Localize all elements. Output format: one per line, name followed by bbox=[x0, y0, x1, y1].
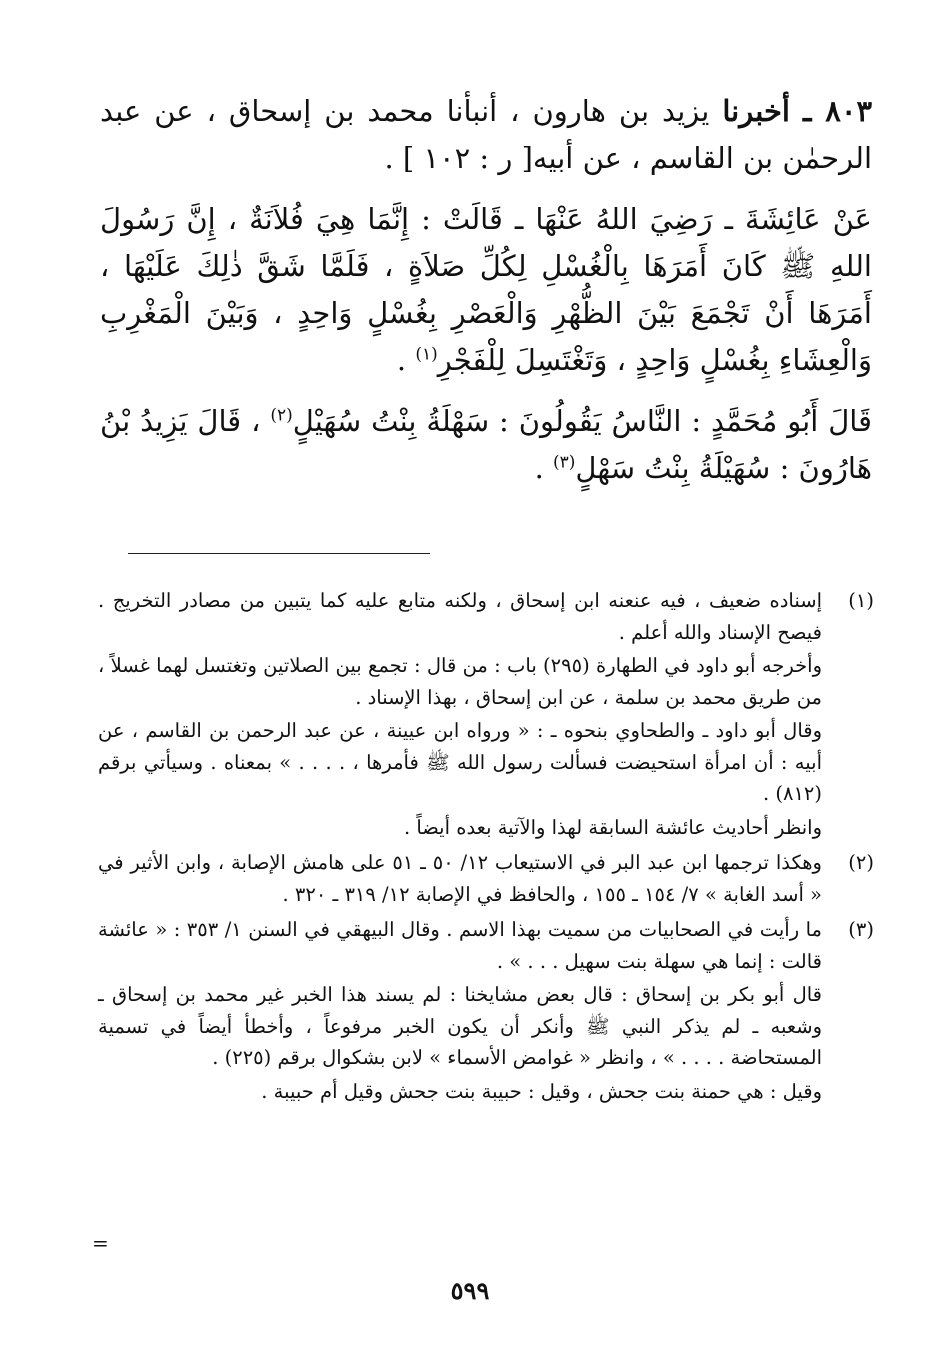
footnotes bbox=[98, 585, 874, 1107]
isnad-lead-word: أخبرنا bbox=[722, 94, 790, 128]
footnote-ref-3: (٣) bbox=[553, 452, 576, 473]
footnote-number: (٣) bbox=[848, 918, 874, 941]
matn-end: . bbox=[396, 343, 416, 377]
hadith-block bbox=[100, 88, 872, 492]
hadith-matn bbox=[100, 196, 872, 384]
footnote-paragraph: وقيل : هي حمنة بنت جحش ، وقيل : حبيبة بنت جحش وقيل أم حبيبة . bbox=[261, 1079, 822, 1103]
page-number: ٥٩٩ bbox=[450, 1276, 490, 1305]
footnote-paragraph: ما رأيت في الصحابيات من سميت بهذا الاسم . وقال البيهقي في السنن ١/ ٣٥٣ : « عائشة قالت : إنما هي سهلة بنت سهيل . . . » . bbox=[98, 918, 822, 973]
footnote-body bbox=[98, 585, 822, 843]
footnote-separator bbox=[128, 553, 430, 554]
footnote-3 bbox=[98, 914, 874, 1107]
footnote-1 bbox=[98, 585, 874, 843]
footnote-ref-2: (٢) bbox=[270, 405, 293, 426]
footnote-paragraph: وهكذا ترجمها ابن عبد البر في الاستيعاب ١٢/ ٥٠ ـ ٥١ على هامش الإصابة ، وابن الأثير في « أسد الغابة » ٧/ ١٥٤ ـ ١٥٥ ، والحافظ في الإصابة ١٢/ ٣١٩ ـ ٣٢٠ . bbox=[98, 851, 822, 906]
footnote-2 bbox=[98, 847, 874, 910]
hadith-isnad bbox=[100, 88, 872, 182]
footnote-paragraph: وانظر أحاديث عائشة السابقة لهذا والآتية بعده أيضاً . bbox=[403, 815, 822, 839]
hadith-comment bbox=[100, 398, 872, 492]
comment-end: . bbox=[534, 451, 553, 485]
continuation-mark: = bbox=[92, 1231, 109, 1255]
footnote-ref-1: (١) bbox=[415, 344, 438, 365]
matn-text: عَنْ عَائِشَةَ ـ رَضِيَ اللهُ عَنْهَا ـ قَالَتْ : إِنَّمَا هِيَ فُلاَنَةٌ ، إِنَّ رَسُولَ اللهِ ﷺ كَانَ أَمَرَهَا بِالْغُسْلِ لِكُلِّ صَلاَةٍ ، فَلَمَّا شَقَّ ذٰلِكَ عَلَيْهَا ، أَمَرَهَا أَنْ تَجْمَعَ بَيْنَ الظُّهْرِ وَالْعَصْرِ بِغُسْلٍ وَاحِدٍ ، وَبَيْنَ الْمَغْرِبِ وَالْعِشَاءِ بِغُسْلٍ وَاحِدٍ ، وَتَغْتَسِلَ لِلْفَجْرِ bbox=[100, 202, 872, 377]
footnote-body bbox=[98, 914, 822, 1107]
footnote-body bbox=[98, 847, 822, 910]
footnote-paragraph: وأخرجه أبو داود في الطهارة (٢٩٥) باب : من قال : تجمع بين الصلاتين وتغتسل لهما غسلاً ، من طريق محمد بن سلمة ، عن ابن إسحاق ، بهذا الإسناد . bbox=[98, 654, 822, 709]
footnote-number: (٢) bbox=[848, 851, 874, 874]
footnote-paragraph: قال أبو بكر بن إسحاق : قال بعض مشايخنا : لم يسند هذا الخبر غير محمد بن إسحاق ـ وشعبه ـ لم يذكر النبي ﷺ وأنكر أن يكون الخبر مرفوعاً ، وأخطأ أيضاً في تسمية المستحاضة . . . . » ، وانظر « غوامض الأسماء » لابن بشكوال برقم (٢٢٥) . bbox=[98, 983, 822, 1069]
footnote-paragraph: وقال أبو داود ـ والطحاوي بنحوه ـ : « ورواه ابن عيينة ، عن عبد الرحمن بن القاسم ، عن أبيه : أن امرأة استحيضت فسألت رسول الله ﷺ فأمرها ، . . . . » بمعناه . وسيأتي برقم (٨١٢) . bbox=[98, 719, 822, 805]
comment-part-1: قَالَ أَبُو مُحَمَّدٍ : النَّاسُ يَقُولُونَ : سَهْلَةُ بِنْتُ سُهَيْلٍ bbox=[292, 404, 872, 438]
isnad-text: يزيد بن هارون ، أنبأنا محمد بن إسحاق ، عن عبد الرحمٰن بن القاسم ، عن أبيه[ ر : ١٠٢ ] . bbox=[100, 94, 872, 175]
hadith-number: ٨٠٣ ـ bbox=[802, 94, 873, 128]
footnote-number: (١) bbox=[848, 589, 874, 612]
footnote-paragraph: إسناده ضعيف ، فيه عنعنه ابن إسحاق ، ولكنه متابع عليه كما يتبين من مصادر التخريج . فيصح الإسناد والله أعلم . bbox=[98, 589, 822, 644]
comment-part-2: ، قَالَ يَزِيدُ بْنُ هَارُونَ : سُهَيْلَةُ بِنْتُ سَهْلٍ bbox=[100, 404, 872, 485]
